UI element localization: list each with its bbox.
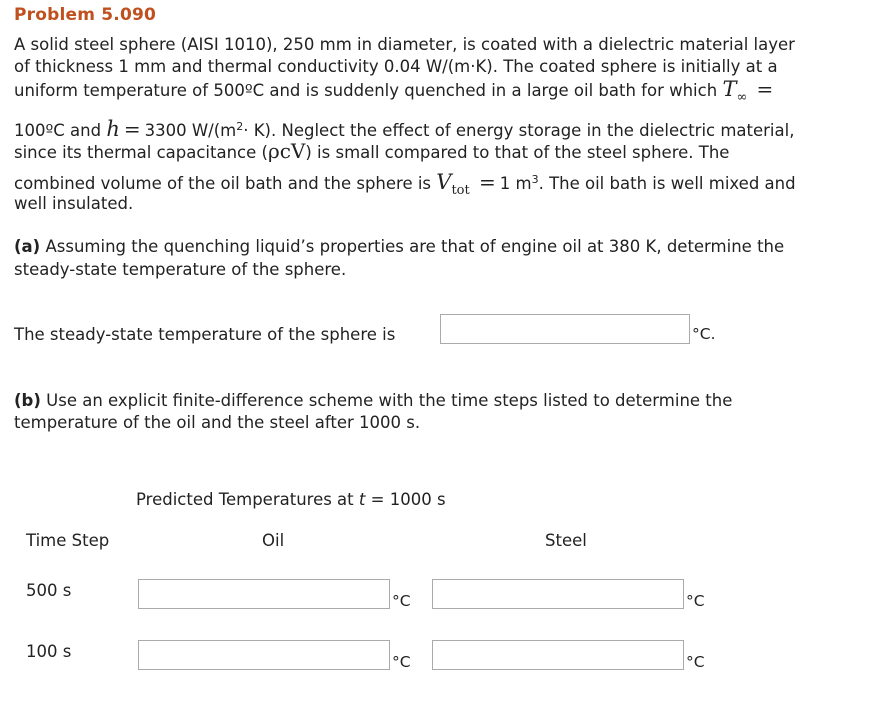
part-a-answer-prompt: The steady-state temperature of the sphere is xyxy=(14,325,396,344)
cubed-superscript: 3 xyxy=(531,173,539,186)
part-a-text-1: Assuming the quenching liquid’s properties are that of engine oil at 380 K, determine the xyxy=(45,237,785,256)
intro-line-4-a: 100ºC and xyxy=(14,121,102,140)
intro-line-2: of thickness 1 mm and thermal conductivity 0.04 W/(m·K). The coated sphere is initially at a xyxy=(14,57,778,76)
row-step-500: 500 s xyxy=(26,581,72,600)
table-caption-b: = 1000 s xyxy=(370,490,446,509)
equals-sign-v: = xyxy=(478,170,496,194)
squared-superscript: 2 xyxy=(236,120,244,133)
oil-temp-100-input[interactable] xyxy=(138,640,390,670)
intro-line-6-c: . The oil bath is well mixed and xyxy=(538,174,796,193)
part-a-line-2: steady-state temperature of the sphere. xyxy=(14,260,347,279)
steel-temp-100-input[interactable] xyxy=(432,640,684,670)
intro-line-6-a: combined volume of the oil bath and the sphere is xyxy=(14,174,432,193)
oil-temp-500-input[interactable] xyxy=(138,579,390,609)
oil-unit-100: °C xyxy=(392,653,411,671)
h-symbol: h xyxy=(106,117,120,141)
part-a-label: (a) xyxy=(14,237,41,256)
intro-line-4 xyxy=(14,117,794,141)
part-b-line-1 xyxy=(14,391,732,411)
header-steel: Steel xyxy=(545,531,587,550)
table-caption-t: t xyxy=(358,490,366,509)
header-oil: Oil xyxy=(262,531,285,550)
part-a-line-1 xyxy=(14,237,784,257)
rho-c-v-symbol: ρcV xyxy=(267,139,306,163)
problem-title: Problem 5.090 xyxy=(14,5,157,25)
t-infinity-subscript: ∞ xyxy=(736,90,748,105)
intro-line-4-b: 3300 W/(m xyxy=(144,121,237,140)
steady-state-temperature-input[interactable] xyxy=(440,314,690,344)
steel-unit-100: °C xyxy=(686,653,705,671)
intro-line-1: A solid steel sphere (AISI 1010), 250 mm in diameter, is coated with a dielectric material layer xyxy=(14,35,795,54)
intro-line-7: well insulated. xyxy=(14,194,134,213)
part-a-unit: °C. xyxy=(692,325,716,343)
part-b-line-2: temperature of the oil and the steel after 1000 s. xyxy=(14,413,421,432)
intro-line-5 xyxy=(14,141,729,163)
part-b-text-1: Use an explicit finite-difference scheme with the time steps listed to determine the xyxy=(46,391,733,410)
table-caption xyxy=(136,490,446,509)
part-b-label: (b) xyxy=(14,391,41,410)
intro-line-3 xyxy=(14,79,777,108)
intro-line-3-text: uniform temperature of 500ºC and is suddenly quenched in a large oil bath for which xyxy=(14,81,718,100)
row-step-100: 100 s xyxy=(26,642,72,661)
v-tot-symbol: V xyxy=(436,170,452,194)
equals-sign-h: = xyxy=(123,117,141,141)
steel-unit-500: °C xyxy=(686,592,705,610)
oil-unit-500: °C xyxy=(392,592,411,610)
v-tot-subscript: tot xyxy=(451,183,470,198)
header-time-step: Time Step xyxy=(26,531,110,550)
intro-line-6-b: 1 m xyxy=(499,174,532,193)
intro-line-4-c: · K). Neglect the effect of energy storage in the dielectric material, xyxy=(243,121,795,140)
steel-temp-500-input[interactable] xyxy=(432,579,684,609)
table-caption-a: Predicted Temperatures at xyxy=(136,490,354,509)
intro-line-5-b: ) is small compared to that of the steel sphere. The xyxy=(305,143,730,162)
equals-sign: = xyxy=(756,77,774,101)
intro-line-5-a: since its thermal capacitance ( xyxy=(14,143,268,162)
t-infinity-symbol: T xyxy=(722,77,737,101)
